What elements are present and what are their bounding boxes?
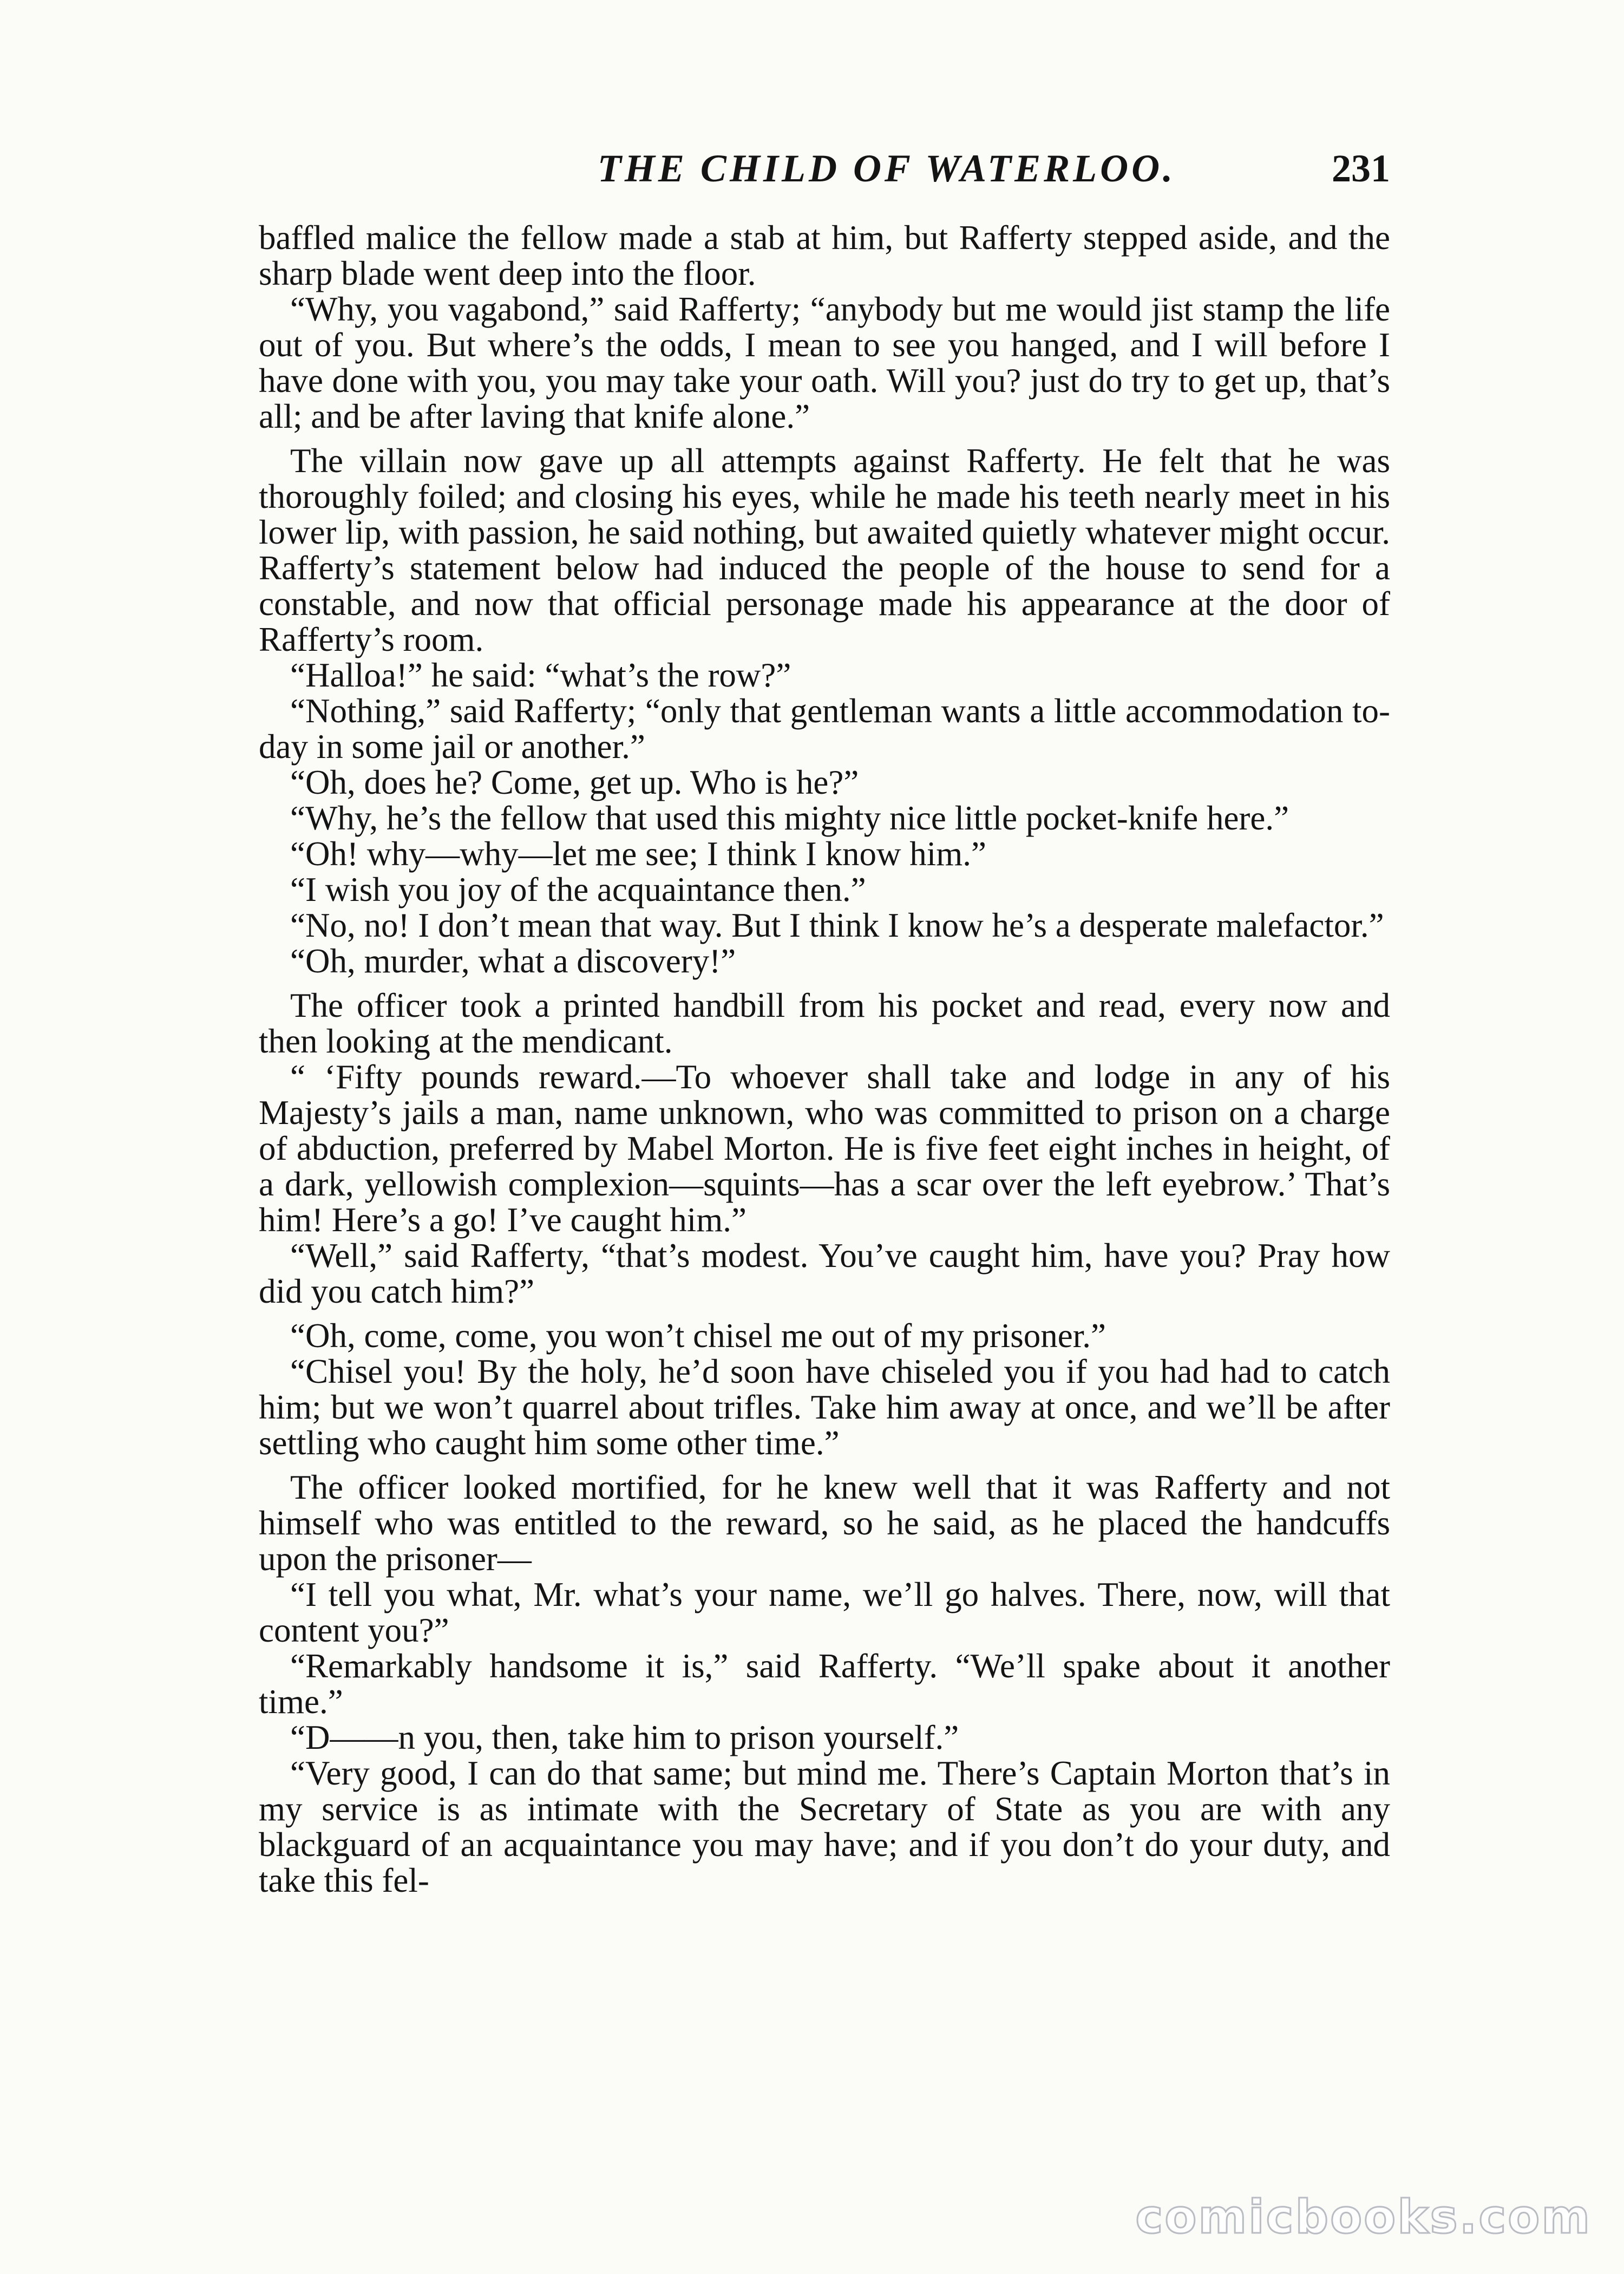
paragraph: “Why, you vagabond,” said Rafferty; “anybody but me would jist stamp the life out of you. But where’s the odds, I mean to see you hanged, and I will before I have done with you, you may take your oath. Will you? just do try to get up, that’s all; and be after laving that knife alone.” [259, 290, 1390, 435]
paragraph: “Oh, does he? Come, get up. Who is he?” [290, 763, 859, 801]
paragraph: “Remarkably handsome it is,” said Rafferty. “We’ll spake about it another time.” [259, 1647, 1390, 1721]
running-title: THE CHILD OF WATERLOO. [597, 147, 1176, 190]
page-number: 231 [1332, 147, 1390, 190]
paragraph: baffled malice the fellow made a stab at him, but Rafferty stepped aside, and the sharp blade went deep into the floor. [259, 219, 1390, 292]
paragraph: The officer looked mortified, for he knew well that it was Rafferty and not himself who was entitled to the reward, so he said, as he placed the handcuffs upon the prisoner— [259, 1468, 1390, 1578]
watermark: comicbooks.com [1135, 2190, 1592, 2244]
paragraph: “Nothing,” said Rafferty; “only that gentleman wants a little accommodation to-day in some jail or another.” [259, 692, 1390, 766]
running-head [259, 146, 1390, 206]
paragraph: The officer took a printed handbill from his pocket and read, every now and then looking at the mendicant. [259, 986, 1390, 1060]
paragraph: “Very good, I can do that same; but mind me. There’s Captain Morton that’s in my service is as intimate with the Secretary of State as you are with any blackguard of an acquaintance you may have; and if you don’t do your duty, and take this fel- [259, 1754, 1390, 1899]
paragraph: “Oh, come, come, you won’t chisel me out of my prisoner.” [290, 1317, 1106, 1355]
paragraph: “Well,” said Rafferty, “that’s modest. You’ve caught him, have you? Pray how did you catch him?” [259, 1237, 1390, 1310]
paragraph: “D——n you, then, take him to prison yourself.” [290, 1718, 959, 1756]
paragraph: “Chisel you! By the holy, he’d soon have chiseled you if you had had to catch him; but we won’t quarrel about trifles. Take him away at once, and we’ll be after settling who caught him some other time.” [259, 1352, 1390, 1462]
paragraph: “ ‘Fifty pounds reward.—To whoever shall take and lodge in any of his Majesty’s jails a man, name unknown, who was committed to prison on a charge of abduction, preferred by Mabel Morton. He is five feet eight inches in height, of a dark, yellowish complexion—squints—has a scar over the left eyebrow.’ That’s him! Here’s a go! I’ve caught him.” [259, 1058, 1390, 1239]
paragraph: “Oh! why—why—let me see; I think I know him.” [290, 835, 986, 873]
book-page [259, 146, 1390, 1898]
paragraph: “No, no! I don’t mean that way. But I think I know he’s a desperate malefactor.” [290, 906, 1384, 944]
paragraph: “Why, he’s the fellow that used this mighty nice little pocket-knife here.” [290, 799, 1289, 837]
paragraph: “I wish you joy of the acquaintance then.” [290, 871, 866, 909]
body-text [259, 220, 1390, 1898]
paragraph: “Oh, murder, what a discovery!” [290, 942, 736, 980]
paragraph: “I tell you what, Mr. what’s your name, we’ll go halves. There, now, will that content you?” [259, 1576, 1390, 1649]
paragraph: The villain now gave up all attempts against Rafferty. He felt that he was thoroughly foiled; and closing his eyes, while he made his teeth nearly meet in his lower lip, with passion, he said nothing, but awaited quietly whatever might occur. Rafferty’s statement below had induced the people of the house to send for a constable, and now that official personage made his appearance at the door of Rafferty’s room. [259, 442, 1390, 658]
paragraph: “Halloa!” he said: “what’s the row?” [290, 656, 791, 694]
